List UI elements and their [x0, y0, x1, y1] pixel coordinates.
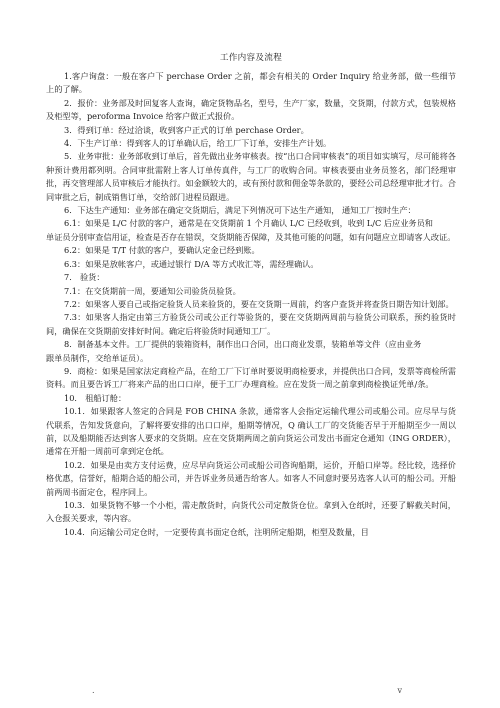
paragraph: 4．下生产订单：得到客人的订单确认后，给工厂下订单，安排生产计划。	[64, 138, 332, 149]
paragraph: 7． 验货：	[64, 272, 105, 283]
paragraph: 6.1：如果是 L/C 付款的客户，通常是在交货期前 1 个月确认 L/C 已经收到，收到 L/C 后应业务员和	[64, 218, 433, 229]
paragraph: 7.3：如果客人指定由第三方验货公司或公正行等验货的，要在交货期两周前与验货公司联系，预约验货时间，确保在交货期前安排好时间。确定后将验货时间通知工厂。	[46, 312, 456, 336]
paragraph: 跟单员制作，交给单证员）。	[46, 352, 149, 363]
paragraph: 7.2：如果客人要自己或指定验货人员来验货的，要在交货期一周前，约客户查货并将查货日期告知计划部。	[64, 298, 454, 309]
paragraph: 10.3．如果货物不够一个小柜，需走散货时，向货代公司定散货仓位。拿到入仓纸时，还要了解截关时间，入仓报关要求，等内容。	[46, 500, 456, 524]
document-title: 工作内容及流程	[219, 53, 283, 63]
paragraph: 6.2：如果是 T/T 付款的客户，要确认定金已经到账。	[64, 245, 260, 256]
paragraph: 10.1．如果跟客人签定的合同是 FOB CHINA 条款，通常客人会指定运输代理公司或船公司。应尽早与货代联系，告知发货意向，了解将要安排的出口口岸，船期等情况，Q 确认工厂的交货能否早于开船期至少一周以前，以及船期能否达到客人要求的交货期。应在交货期两周之前向货运公司发出书面定仓通知（ING ORDER），通常在开船一周前可拿到定仓纸。	[46, 406, 456, 457]
paragraph: 9．商检：如果是国家法定商检产品，在给工厂下订单时要说明商检要求，并提供出口合同，发票等商检所需资料。而且要告诉工厂将来产品的出口口岸，便于工厂办理商检。应在发货一周之前拿到商检换证凭单/条。	[46, 365, 456, 390]
paragraph: 2．报价：业务部及时回复客人查询，确定货物品名，型号，生产厂家，数量，交货期，付款方式，包装规格及柜型等，peroforma Invoice 给客户做正式报价。	[46, 97, 456, 122]
footer-right-mark: v	[397, 686, 402, 695]
paragraph: 10． 租船订舱：	[64, 392, 127, 403]
paragraph: 10.4．向运输公司定仓时，一定要传真书面定仓纸，注明所定船期，柜型及数量，目	[64, 526, 369, 537]
paragraph: 3．得到订单：经过洽谈，收到客户正式的订单 perchase Order。	[64, 124, 309, 135]
paragraph: 单证员分别审查信用证，检查是否存在错误，交货期能否保障，及其他可能的问题，如有问题应立即请客人改证。	[46, 231, 456, 242]
paragraph: 6.3：如果是放帐客户，或通过银行 D/A 等方式收汇等，需经理确认。	[64, 258, 319, 269]
paragraph: 7.1：在交货期前一周，要通知公司验货员验货。	[64, 285, 241, 296]
paragraph: 6．下达生产通知：业务部在确定交货期后，满足下列情况可下达生产通知， 通知工厂按时生产：	[64, 205, 416, 216]
document-body	[46, 70, 456, 539]
footer-left-mark: .	[92, 686, 95, 695]
paragraph: 1.客户询盘：一般在客户下 perchase Order 之前，都会有相关的 Order Inquiry 给业务部，做一些细节上的了解。	[46, 71, 456, 95]
paragraph: 5．业务审批：业务部收到订单后，首先做出业务审核表。按“出口合同审核表”的项目如实填写，尽可能将各种预计费用都列明。合同审批需附上客人订单传真件，与工厂的收购合同。审核表要由业务员签名，部门经理审批，再交管理部人员审核后才能执行。如金额较大的，或有预付款和佣金等条款的，要经公司总经理审批才行。合同审批之后，制成销售订单，交给部门进程员跟进。	[46, 151, 456, 202]
paragraph: 10.2．如果是由卖方支付运费，应尽早向货运公司或船公司咨询船期，运价，开船口岸等。经比较，选择价格优惠，信誉好，船期合适的船公司，并告诉业务员通告给客人。如客人不同意时要另选客人认可的船公司。开船前两周书面定仓，程序同上。	[46, 459, 456, 497]
paragraph: 8．制备基本文件。工厂提供的装箱资料，制作出口合同，出口商业发票，装箱单等文件（应由业务	[64, 339, 422, 350]
